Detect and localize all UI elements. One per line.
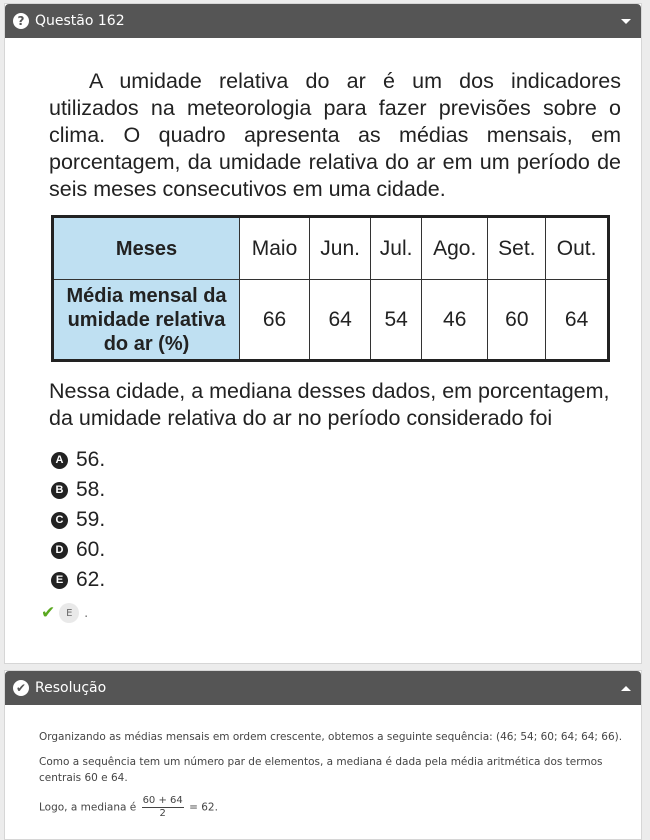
letter-d-icon: D	[51, 542, 68, 559]
resolution-header[interactable]	[5, 671, 641, 705]
checkmark-icon: ✔	[41, 603, 56, 623]
option-e[interactable]	[51, 565, 105, 595]
table-row	[53, 280, 609, 361]
option-text: 58.	[76, 478, 106, 501]
table-cell: Jun.	[310, 217, 371, 280]
table-cell: Ago.	[421, 217, 488, 280]
table-cell: 54	[371, 280, 422, 361]
question-icon: ?	[13, 13, 29, 29]
resolution-line: Como a sequência tem um número par de elementos, a mediana é dada pela média aritmética dos termos centrais 60 e 64.	[39, 756, 603, 784]
table-cell: Out.	[546, 217, 609, 280]
table-cell: 64	[310, 280, 371, 361]
resolution-line: Organizando as médias mensais em ordem crescente, obtemos a seguinte sequência: (46; 54; 60; 64; 64; 66).	[39, 731, 623, 743]
question-prompt	[49, 378, 621, 432]
table-cell: 64	[546, 280, 609, 361]
fraction-numerator: 60 + 64	[142, 795, 183, 806]
option-d[interactable]	[51, 535, 105, 565]
letter-b-icon: B	[51, 482, 68, 499]
option-c[interactable]	[51, 505, 105, 535]
question-title: Questão 162	[35, 13, 125, 29]
conclusion-suffix: = 62.	[189, 801, 218, 814]
humidity-table	[51, 215, 610, 362]
table-row	[53, 217, 609, 280]
option-text: 56.	[76, 448, 106, 471]
option-text: 59.	[76, 508, 106, 531]
table-cell: 66	[240, 280, 310, 361]
table-cell: Set.	[488, 217, 546, 280]
table-header-months: Meses	[53, 217, 240, 280]
option-text: 62.	[76, 568, 106, 591]
option-b[interactable]	[51, 475, 105, 505]
options-list	[51, 445, 105, 595]
question-panel	[4, 3, 642, 664]
check-circle-icon: ✔	[13, 680, 29, 696]
answer-badge: E	[59, 603, 79, 623]
table-cell: Jul.	[371, 217, 422, 280]
letter-c-icon: C	[51, 512, 68, 529]
fraction-denominator: 2	[159, 808, 166, 819]
letter-e-icon: E	[51, 572, 68, 589]
table-cell: 60	[488, 280, 546, 361]
question-header[interactable]	[5, 4, 641, 38]
resolution-title: Resolução	[35, 680, 107, 696]
letter-a-icon: A	[51, 452, 68, 469]
question-statement	[49, 68, 621, 203]
table-cell: 46	[421, 280, 488, 361]
resolution-panel	[4, 670, 642, 840]
option-text: 60.	[76, 538, 106, 561]
question-prompt-text: Nessa cidade, a mediana desses dados, em porcentagem, da umidade relativa do ar no período considerado foi	[49, 379, 610, 430]
table-cell: Maio	[240, 217, 310, 280]
table-header-humidity: Média mensal da umidade relativa do ar (%)	[53, 280, 240, 361]
resolution-conclusion	[39, 795, 629, 820]
chevron-up-icon[interactable]	[621, 686, 631, 691]
question-paragraph: A umidade relativa do ar é um dos indicadores utilizados na meteorologia para fazer previsões sobre o clima. O quadro apresenta as médias mensais, em porcentagem, da umidade relativa do ar em um período de seis meses consecutivos em uma cidade.	[49, 69, 621, 201]
conclusion-prefix: Logo, a mediana é	[39, 801, 137, 814]
fraction	[142, 795, 184, 820]
answer-suffix: .	[84, 606, 89, 620]
option-a[interactable]	[51, 445, 105, 475]
correct-answer	[41, 603, 88, 623]
chevron-down-icon[interactable]	[621, 19, 631, 24]
